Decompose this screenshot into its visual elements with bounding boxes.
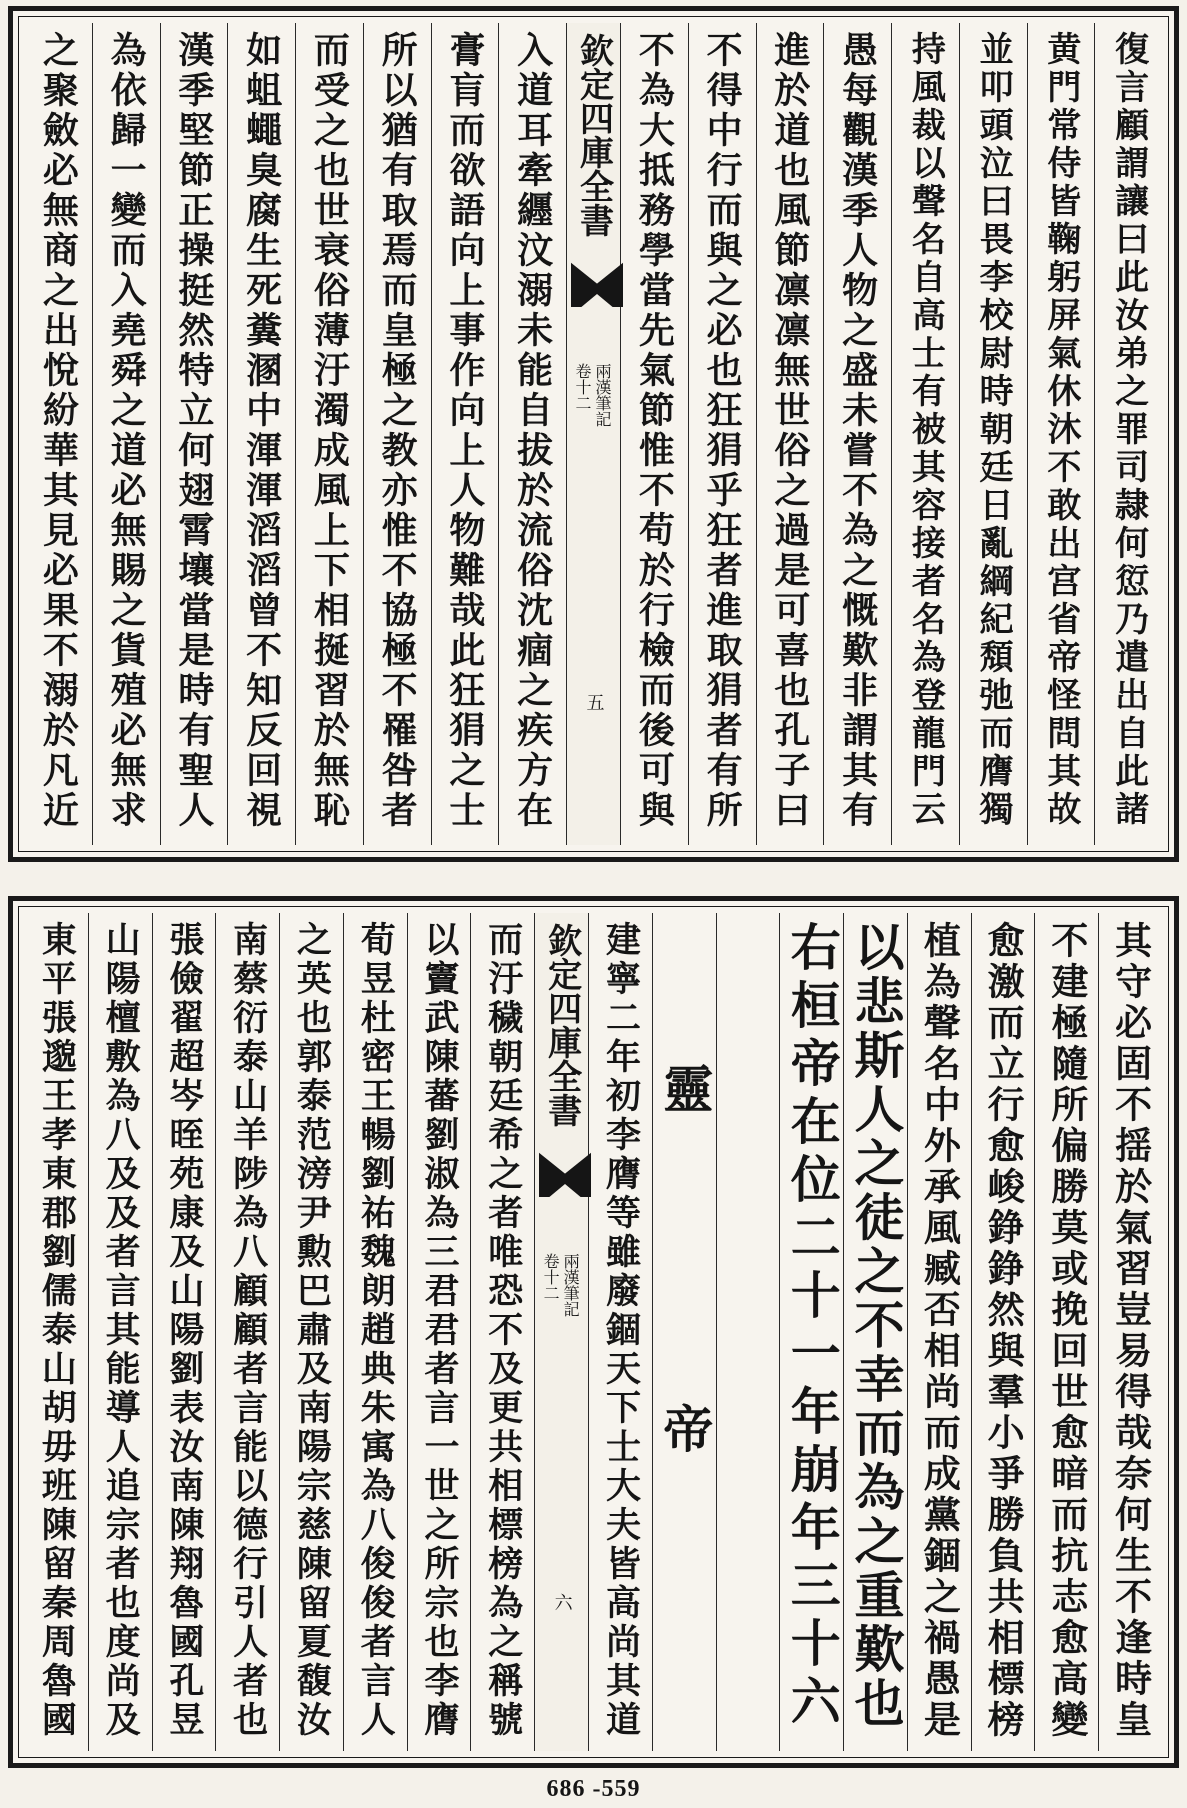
text-column: 不為大抵務學當先氣節惟不苟於行檢而後可與 [620,23,688,845]
book-title: 欽定四庫全書 [541,923,582,1127]
top-page-block [8,6,1179,862]
text-column: 以竇武陳蕃劉淑為三君君者言一世之所宗也李膺 [407,913,471,1751]
bottom-text-columns [25,913,1162,1751]
bottom-page-block [8,896,1179,1768]
text-column: 復言顧謂讓曰此汝弟之罪司隷何愆乃遣出自此諸 [1094,23,1162,845]
text-column: 之聚斂必無商之出悅紛華其見必果不溺於凡近 [37,31,80,831]
text-column: 為依歸一變而入堯舜之道必無賜之貨殖必無求 [92,23,160,845]
volume-label: 卷十二 [573,363,592,411]
fish-tail-mark-icon [571,255,623,307]
text-column: 並叩頭泣曰畏李校尉時朝廷日亂綱紀頽弛而膺獨 [959,23,1027,845]
text-column: 而受之也世衰俗薄汙濁成風上下相挻習於無恥 [295,23,363,845]
text-column: 進於道也風節凛凛無世俗之過是可喜也孔子曰 [756,23,824,845]
text-column: 入道耳牽纒汶溺未能自拔於流俗沈痼之疾方在 [498,23,566,845]
text-column: 如蛆蠅臭腐生死糞溷中渾渾滔滔曾不知反回視 [227,23,295,845]
center-margin [534,913,588,1751]
text-column: 張儉翟超岑晊苑康及山陽劉表汝南陳翔魯國孔昱 [152,913,216,1751]
text-column: 黄門常侍皆鞠躬屏氣休沐不敢出宫省帝怪問其故 [1027,23,1095,845]
text-column: 其守必固不揺於氣習豈易得哉奈何生不逢時皇 [1098,913,1162,1751]
page-number: 686 -559 [546,1776,641,1802]
fish-tail-mark-icon [539,1145,591,1197]
text-column: 膏肓而欲語向上事作向上人物難哉此狂狷之士 [431,23,499,845]
text-column: 不得中行而與之必也狂狷乎狂者進取狷者有所 [688,23,756,845]
book-name: 兩漢筆記 [561,1253,581,1317]
blank-column [716,913,780,1751]
text-column: 東平張邈王孝東郡劉儒泰山胡毋班陳留秦周魯國 [36,921,78,1740]
book-title: 欽定四庫全書 [573,33,614,237]
text-column: 而汙穢朝廷希之者唯恐不及更共相標榜為之稱號 [470,913,534,1751]
text-column: 所以猶有取焉而皇極之教亦惟不協極不罹咎者 [363,23,431,845]
folio-number: 五 [583,693,605,711]
text-column: 山陽檀敷為八及及者言其能導人追宗者也度尚及 [88,913,152,1751]
center-margin [566,23,620,845]
text-column: 右桓帝在位二十一年崩年三十六 [779,913,843,1751]
text-column: 持風裁以聲名自高士有被其容接者名為登龍門云 [891,23,959,845]
folio-number: 六 [551,1593,573,1611]
text-column: 漢季堅節正操挺然特立何翅霄壤當是時有聖人 [160,23,228,845]
text-column: 愚每觀漢季人物之盛未嘗不為之慨歎非謂其有 [823,23,891,845]
text-column: 建寧二年初李膺等雖廢錮天下士大夫皆高尚其道 [588,913,652,1751]
text-column: 荀昱杜密王暢劉祐魏朗趙典朱㝢為八俊俊者言人 [343,913,407,1751]
text-column: 之英也郭泰范滂尹勲巴肅及南陽宗慈陳留夏馥汝 [279,913,343,1751]
text-column: 愈激而立行愈峻錚錚然與羣小爭勝負共相標榜 [971,913,1035,1751]
text-column: 南蔡衍泰山羊陟為八顧顧者言能以德行引人者也 [215,913,279,1751]
text-column: 以悲斯人之徒之不幸而為之重歎也 [843,913,907,1751]
section-heading-column: 靈帝 [652,913,716,1751]
volume-label: 卷十二 [541,1253,561,1301]
text-column: 不建極隨所偏勝莫或挽回世愈暗而抗志愈高變 [1034,913,1098,1751]
text-column: 植為聲名中外承風臧否相尚而成黨錮之禍愚是 [907,913,971,1751]
top-text-columns [25,23,1162,845]
book-name: 兩漢筆記 [593,363,612,427]
